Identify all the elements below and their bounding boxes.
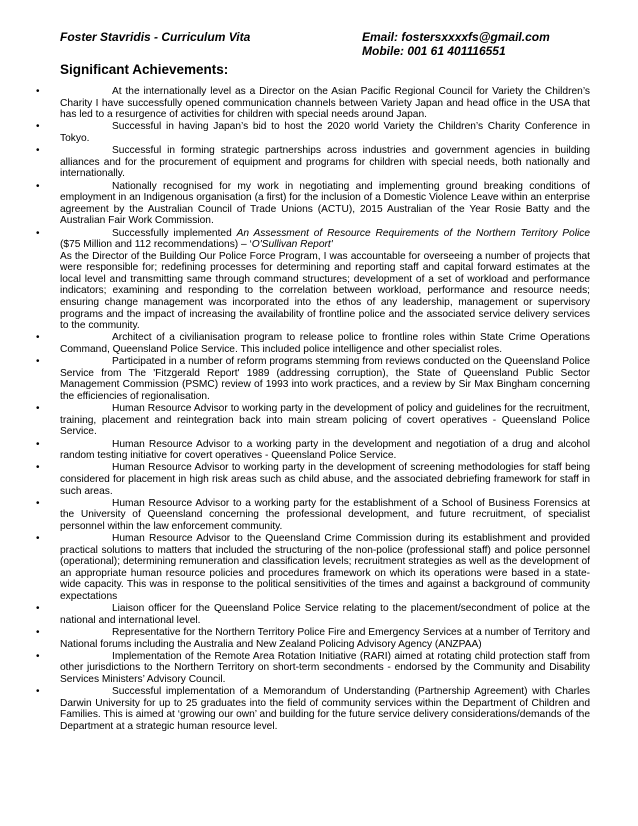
achievement-text: Nationally recognised for my work in negotiating and implementing ground breaking conditions of employment in an Indigenous organisation (a first) for the inclusion of a Domestic Violence Leave within an enterprise agreement by the Australian Council of Trade Unions (ACTU), 2015 Australian of the Year Rosie Batty and the Australian Fair Work Commission. bbox=[60, 180, 590, 227]
achievement-item bbox=[36, 686, 590, 732]
achievement-item bbox=[36, 332, 590, 356]
achievement-text: Participated in a number of reform programs stemming from reviews conducted on the Queensland Police Service from The 'Fitzgerald Report' 1989 (addressing corruption), the State of Queensland Public Sector Management Commission (PSMC) review of 1993 into work practices, and a review by Sir Max Bingham concerning the efficiencies of regionalisation. bbox=[60, 356, 590, 402]
document-header bbox=[60, 30, 598, 64]
opr-lead: Successfully implemented bbox=[112, 227, 237, 239]
achievement-text: Liaison officer for the Queensland Police Service relating to the placement/secondment of police at the national and international level. bbox=[60, 603, 590, 626]
bullet-icon: • bbox=[36, 438, 40, 450]
achievement-text: Successful in forming strategic partnerships across industries and government agencies in building alliances and for the procurement of equipment and programs for children with special needs, both nationally and internationally. bbox=[60, 145, 590, 180]
achievement-text: Human Resource Advisor to working party in the development of screening methodologies for staff being considered for placement in high risk areas such as child abuse, and the associated debriefing framework for staff in such areas. bbox=[60, 462, 590, 497]
email-line: Email: fostersxxxxfs@gmail.com bbox=[362, 30, 550, 44]
bullet-icon: • bbox=[36, 497, 40, 509]
bullet-icon: • bbox=[36, 356, 40, 368]
bullet-icon: • bbox=[36, 86, 40, 97]
bullet-icon: • bbox=[36, 121, 40, 133]
achievement-item bbox=[36, 603, 590, 626]
opr-mid: ($75 Million and 112 recommendations) – ‘ bbox=[60, 239, 252, 251]
achievement-item bbox=[36, 497, 590, 533]
achievement-text: Human Resource Advisor to working party in the development of policy and guidelines for the recruitment, training, placement and reintegration back into main stream policing of covert operatives - Queensland Police Service. bbox=[60, 403, 590, 438]
bullet-icon: • bbox=[36, 227, 40, 239]
opr-paragraph: As the Director of the Building Our Police Force Program, I was accountable for overseeing a number of projects that were responsible for; redefining processes for determining and reporting staff and capital forward estimates at the local level and transmitting same through command structures; development of a set of workload and performance indicators; examining and responding to the correlation between workload, performance and resource needs; ensuring change management was incorporated into the ethos of any leadership, management or supervisory programs and the impact of increasing the availability of frontline police and the associated service delivery services to the community. bbox=[60, 250, 590, 332]
section-title: Significant Achievements: bbox=[60, 62, 229, 77]
achievement-item bbox=[36, 356, 590, 402]
achievements-list bbox=[36, 86, 590, 733]
cv-owner-name: Foster Stavridis - Curriculum Vita bbox=[60, 30, 251, 44]
achievement-item bbox=[36, 180, 590, 227]
mobile-line: Mobile: 001 61 401116551 bbox=[362, 44, 506, 58]
bullet-icon: • bbox=[36, 650, 40, 662]
achievement-text: Representative for the Northern Territory Police Fire and Emergency Services at a number of Territory and National forums including the Australia and New Zealand Policing Advisory Agency (ANZPAA) bbox=[60, 627, 590, 650]
bullet-icon: • bbox=[36, 332, 40, 344]
bullet-icon: • bbox=[36, 180, 40, 192]
achievement-text: Successful implementation of a Memorandum of Understanding (Partnership Agreement) with Charles Darwin University for up to 25 graduates into the field of community services within the Department of Children and Families. This is aimed at ‘growing our own’ and building for the future service delivery considerations/demands of the Department at a strategic human resource level. bbox=[60, 686, 590, 732]
achievement-item-opr bbox=[36, 227, 590, 332]
achievement-text: Implementation of the Remote Area Rotation Initiative (RARI) aimed at rotating child protection staff from other jurisdictions to the Northern Territory on short-term secondments - endorsed by the Community and Disability Services Ministers’ Advisory Council. bbox=[60, 650, 590, 685]
achievement-text: Human Resource Advisor to a working party for the establishment of a School of Business Forensics at the University of Queensland concerning the professional development, and future recruitment, of specialist personnel within the law enforcement community. bbox=[60, 497, 590, 532]
bullet-icon: • bbox=[36, 145, 40, 157]
achievement-item bbox=[36, 533, 590, 603]
achievement-item bbox=[36, 650, 590, 686]
achievement-item bbox=[36, 121, 590, 144]
achievement-item bbox=[36, 403, 590, 438]
achievement-text: At the internationally level as a Director on the Asian Pacific Regional Council for Variety the Children’s Charity I have successfully opened communication channels between Variety Japan and head office in the USA that has led to a resurgence of activities for children with special needs around Japan. bbox=[60, 86, 590, 121]
bullet-icon: • bbox=[36, 686, 40, 698]
achievement-text: Human Resource Advisor to the Queensland Crime Commission during its establishment and provided practical solutions to matters that included the structuring of the non-police (professional staff) and police personnel (operational); determining remuneration and classification levels; recruitment strategies as well as the development of an appropriate human resource policies and procedures framework on which its operations were based in a state-wide capacity. This was in response to the political sensitivities of the times and against a background of community expectations bbox=[60, 533, 590, 603]
achievement-text: Human Resource Advisor to a working party in the development and negotiation of a drug and alcohol random testing initiative for covert operatives - Queensland Police Service. bbox=[60, 438, 590, 462]
bullet-icon: • bbox=[36, 603, 40, 615]
achievement-item bbox=[36, 86, 590, 121]
opr-report-name: O'Sullivan Report' bbox=[251, 239, 333, 251]
achievement-text: Successful in having Japan’s bid to host the 2020 world Variety the Children’s Charity Conference in Tokyo. bbox=[60, 121, 590, 144]
bullet-icon: • bbox=[36, 533, 40, 545]
contact-block bbox=[362, 30, 550, 58]
bullet-icon: • bbox=[36, 462, 40, 474]
achievement-text: Architect of a civilianisation program to release police to frontline roles within State Crime Operations Command, Queensland Police Service. This included police intelligence and other specialist roles. bbox=[60, 332, 590, 356]
bullet-icon: • bbox=[36, 627, 40, 639]
achievement-item bbox=[36, 438, 590, 462]
opr-report-title: An Assessment of Resource Requirements of the Northern Territory Police bbox=[236, 227, 590, 239]
achievement-item bbox=[36, 145, 590, 180]
achievement-item bbox=[36, 462, 590, 497]
achievement-item bbox=[36, 627, 590, 650]
bullet-icon: • bbox=[36, 403, 40, 415]
